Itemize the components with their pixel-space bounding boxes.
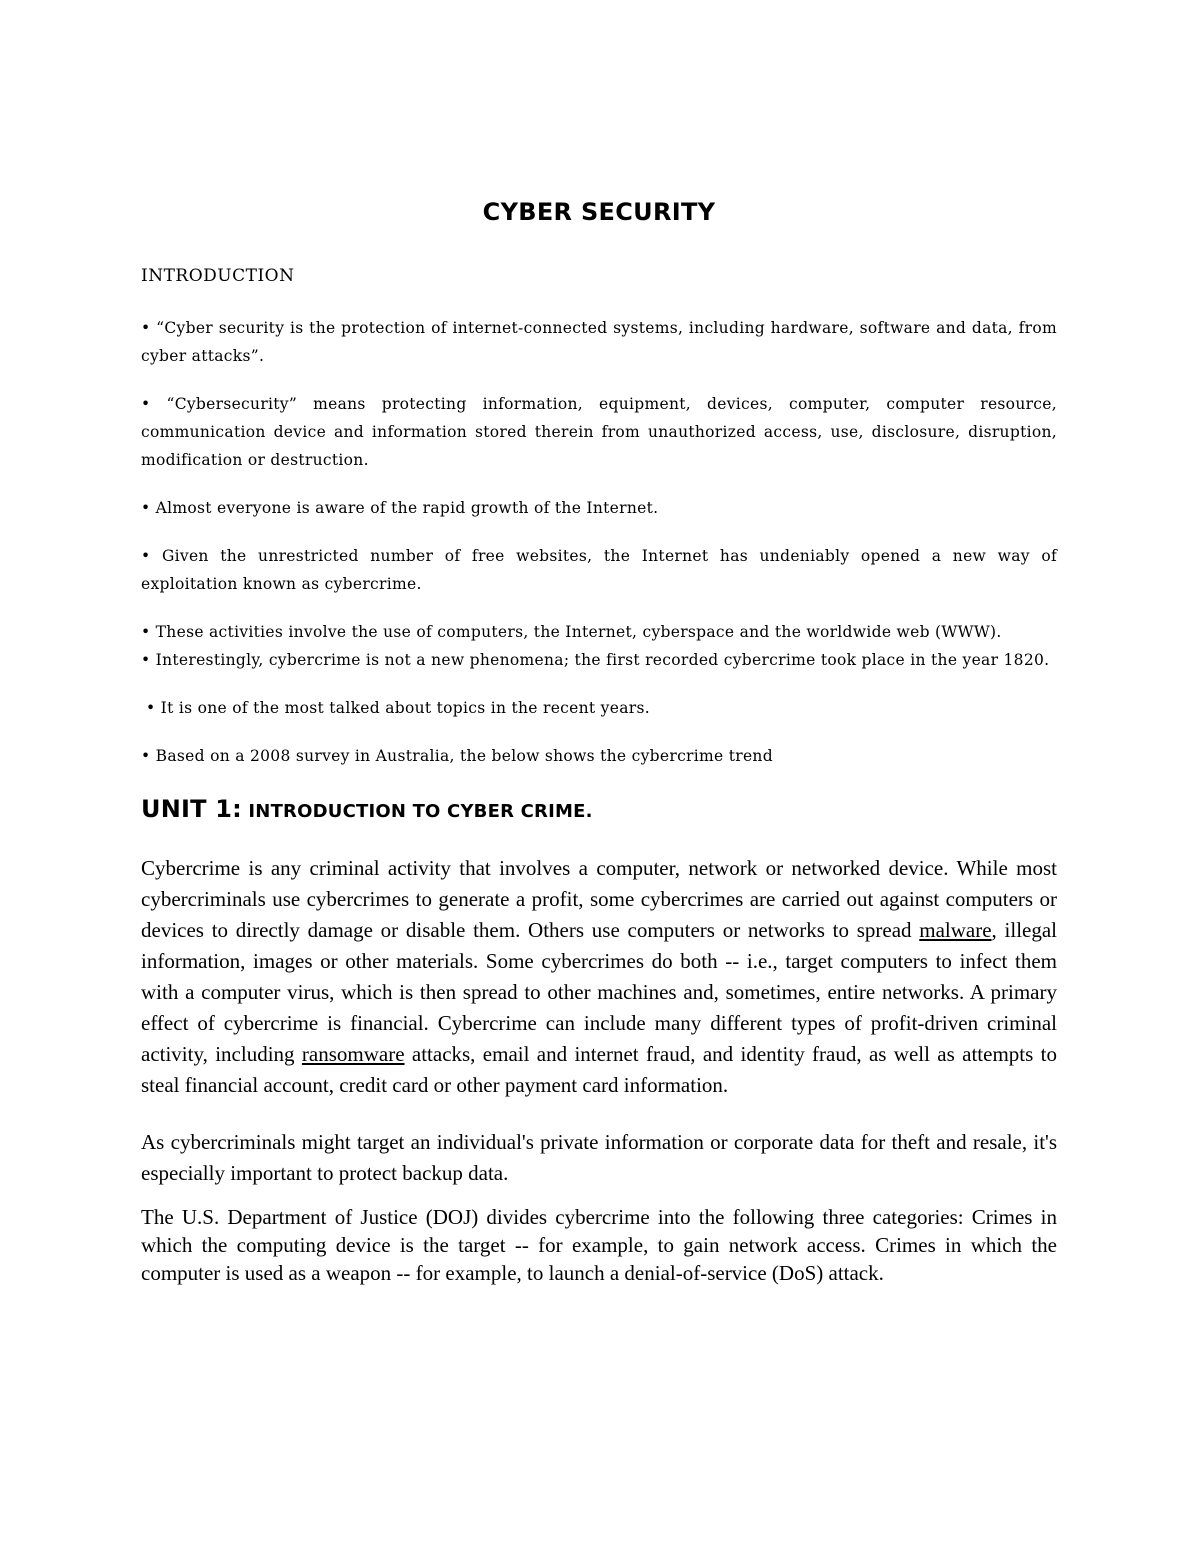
cybercrime-text-part2: , illegal information, images or other materials. Some cybercrimes do both -- i.e., target computers to infect them with a computer virus, which is then spread to other machines and, sometimes, entire networks. A primary effect of cybercrime is financial. Cybercrime can include many different types of profit-driven criminal activity, including: [141, 918, 1058, 1066]
bullet-internet-growth: • Almost everyone is aware of the rapid growth of the Internet.: [141, 499, 659, 517]
bullet-cybersecurity-meaning: • “Cybersecurity” means protecting information, equipment, devices, computer, computer resource, communication device and information stored therein from unauthorized access, use, disclosure, disruption, modification or destruction.: [141, 395, 1057, 469]
unit-number: UNIT 1:: [141, 795, 242, 823]
malware-link[interactable]: malware: [919, 918, 992, 942]
cybercrime-paragraph: [141, 853, 1057, 1101]
cybercrime-text-part3: attacks, email and internet fraud, and identity fraud, as well as attempts to steal financial account, credit card or other payment card information.: [141, 1042, 1057, 1097]
document-content: [141, 196, 1057, 1287]
ransomware-link[interactable]: ransomware: [301, 1042, 405, 1066]
bullet-cyber-security-definition: • “Cyber security is the protection of internet-connected systems, including hardware, software and data, from cyber attacks”.: [141, 319, 1057, 365]
bullet-activities: • These activities involve the use of computers, the Internet, cyberspace and the worldwide web (WWW).: [141, 623, 1002, 641]
bullet-topics: • It is one of the most talked about topics in the recent years.: [146, 699, 650, 717]
unit-title: INTRODUCTION TO CYBER CRIME.: [241, 801, 593, 822]
cybercrime-text-part1: Cybercrime is any criminal activity that involves a computer, network or networked device. While most cybercriminals use cybercrimes to generate a profit, some cybercrimes are carried out against computers or devices to directly damage or disable them. Others use computers or networks to spread: [141, 856, 1057, 942]
doj-categories-paragraph: The U.S. Department of Justice (DOJ) divides cybercrime into the following three categories: Crimes in which the computing device is the target -- for example, to gain network access. Crimes in which the computer is used as a weapon -- for example, to launch a denial-of-service (DoS) attack.: [141, 1205, 1057, 1285]
bullet-exploitation: • Given the unrestricted number of free websites, the Internet has undeniably opened a new way of exploitation known as cybercrime.: [141, 547, 1057, 593]
unit-heading: [141, 792, 1057, 829]
backup-data-paragraph: As cybercriminals might target an individual's private information or corporate data for theft and resale, it's especially important to protect backup data.: [141, 1130, 1057, 1185]
bullet-survey: • Based on a 2008 survey in Australia, the below shows the cybercrime trend: [141, 747, 773, 765]
bullet-history: • Interestingly, cybercrime is not a new phenomena; the first recorded cybercrime took place in the year 1820.: [141, 651, 1050, 669]
document-title: CYBER SECURITY: [482, 198, 716, 226]
introduction-heading: INTRODUCTION: [141, 266, 295, 286]
